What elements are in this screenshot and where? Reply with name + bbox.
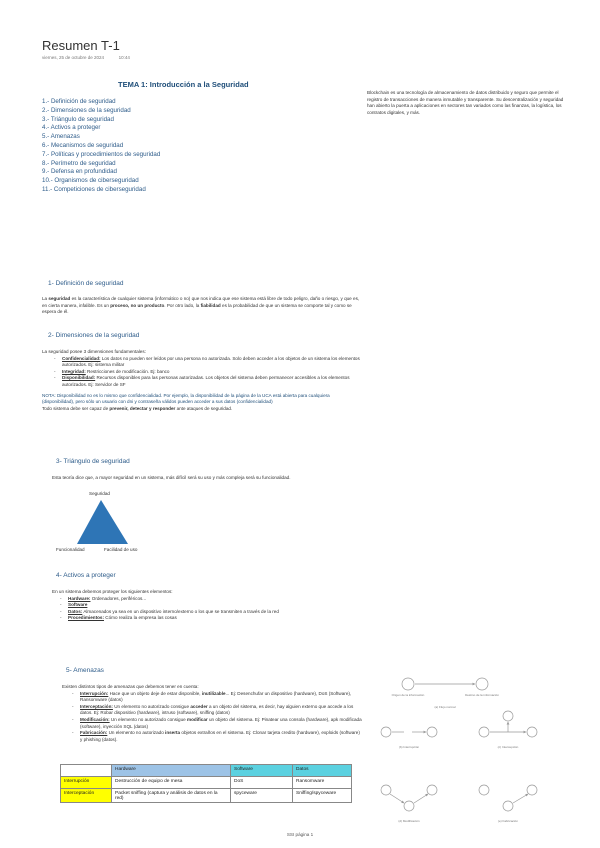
table-row: [61, 777, 352, 789]
toc-item[interactable]: 7.- Políticas y procedimientos de seguridad: [42, 150, 161, 158]
security-triangle: [76, 499, 136, 545]
threats-table: [60, 764, 352, 803]
section-3-text: Esta teoría dice que, a mayor seguridad en un sistema, más difícil será su uso y más compleja será su funcionalidad.: [52, 475, 291, 480]
table-header: Datos: [293, 765, 352, 777]
triangle-top-label: Seguridad: [89, 491, 110, 496]
toc-item[interactable]: 8.- Perímetro de seguridad: [42, 159, 116, 167]
toc-item[interactable]: 1.- Definición de seguridad: [42, 98, 116, 105]
table-row: [61, 789, 352, 803]
normal-flow-diagram: [392, 678, 500, 709]
list-item: - Datos: Almacenados ya sea en un dispositivo interno/externo o los que se transmiten a través de la red: [68, 609, 312, 616]
section-2-body: [42, 349, 362, 412]
section-5-intro: Existen distintos tipos de amenazas que debemos tener en cuenta:: [62, 684, 199, 689]
list-item: - Procedimientos: Cómo realiza la empresa las cosas: [68, 615, 312, 622]
list-item: - Modificación: Un elemento no autorizado consigue modificar un objeto del sistema. Ej: Pinatear una consola (hardware), apk modificada (software), inyección SQL (datos): [80, 717, 362, 730]
section-5-body: [62, 684, 362, 743]
list-item: - Interceptación: Un elemento no autorizado consigue acceder a un objeto del sistema, es decir, hay alguien externo que accede a los datos. Ej: Robar dispositivo (hardware), intruso (software), sniffing (datos): [80, 704, 362, 717]
table-of-contents: [42, 98, 160, 195]
interruption-diagram: [381, 727, 437, 749]
triangle-left-label: Funcionalidad: [56, 547, 85, 552]
section-3-heading: 3- Triángulo de seguridad: [56, 458, 130, 465]
toc-item[interactable]: 9.- Defensa en profundidad: [42, 168, 117, 176]
page-date: viernes, 25 de octubre de 2024: [42, 55, 105, 60]
toc-item[interactable]: 3.- Triángulo de seguridad: [42, 115, 114, 123]
section-2-intro: La seguridad posee 3 dimensiones fundamentales:: [42, 349, 146, 354]
section-1-text: La seguridad es la característica de cualquier sistema (informático o no) que nos indica que ese sistema está libre de todo peligro, daño o riesgo, y que es, en cierta manera, infalible. Es un proceso, no un producto. Por otro lado, la fiabilidad es la probabilidad de que un sistema se comporte tal y como se espera de él.: [42, 296, 360, 315]
table-cell: DoS: [231, 777, 293, 789]
origin-label: Origen de la información: [391, 693, 425, 697]
interception-diagram: [479, 711, 537, 749]
page-time: 10:44: [118, 55, 130, 60]
table-cell: Packet sniffing (captura y análisis de datos en la red): [112, 789, 231, 803]
fabrication-diagram: [479, 785, 537, 823]
section-4-heading: 4- Activos a proteger: [56, 572, 116, 579]
toc-item[interactable]: 5.- Amenazas: [42, 133, 80, 141]
list-item: - Disponibilidad: Recursos disponibles para las personas autorizadas. Los objetos del sistema deben permanecer accesibles a los elementos autorizados. Ej: Servidor de SF: [62, 375, 362, 388]
table-cell: Ransomware: [293, 777, 352, 789]
threat-flow-diagram: [372, 672, 572, 830]
security-triangle-shape: [77, 500, 128, 544]
destination-label: Destino de la información: [465, 693, 499, 697]
modification-label: (d) Modificación: [398, 819, 420, 823]
section-4-body: [52, 589, 312, 622]
section-2-closing: Todo sistema debe ser capaz de prevenir, detectar y responder ante ataques de seguridad.: [42, 405, 233, 411]
table-header: Software: [231, 765, 293, 777]
section-2-heading: 2- Dimensiones de la seguridad: [48, 332, 140, 339]
toc-item[interactable]: 2.- Dimensiones de la seguridad: [42, 106, 131, 114]
interruption-label: (b) Interrupción: [398, 745, 420, 749]
table-row-label: Interrupción: [61, 777, 112, 789]
threats-list: [62, 691, 362, 744]
table-cell: spyceware: [231, 789, 293, 803]
section-1-heading: 1- Definición de seguridad: [48, 280, 124, 287]
nota-text: NOTA: Disponibilidad no es lo mismo que confidencialidad. Por ejemplo, la disponibilidad de la página de la UCA está abierta para cualquiera (disponibilidad), pero sólo un usuario con dni y contraseña válidos pueden acceder a sus datos (confidencialidad): [42, 392, 330, 405]
assets-list: [52, 596, 312, 622]
table-cell: Sniffing/spyceware: [293, 789, 352, 803]
toc-item[interactable]: 10.- Organismos de ciberseguridad: [42, 177, 139, 185]
toc-item[interactable]: 11.- Competiciones de ciberseguridad: [42, 185, 146, 193]
table-header: Hardware: [112, 765, 231, 777]
table-cell: Destrucción de equipo de mesa: [112, 777, 231, 789]
interception-label: (c) Intercepción: [497, 745, 519, 749]
list-item: - Interrupción: Hace que un objeto deje de estar disponible, inutilizable... Ej: Desenchufar un dispositivo (hardware), DoS (Software), Ransomware (datos): [80, 691, 362, 704]
page-footer: SSI página 1: [286, 832, 314, 837]
page-meta: [42, 55, 130, 60]
list-item: - Integridad: Restricciones de modificación. Ej: banco: [62, 369, 362, 376]
table-row: [61, 765, 352, 777]
tema-title: TEMA 1: Introducción a la Seguridad: [118, 80, 249, 89]
list-item: - Hardware: Ordenadores, periféricos...: [68, 596, 312, 603]
table-cell: [61, 765, 112, 777]
triangle-right-label: Facilidad de uso: [104, 547, 138, 552]
section-5-heading: 5- Amenazas: [66, 667, 104, 674]
toc-item[interactable]: 4.- Activos a proteger: [42, 124, 101, 132]
fabrication-label: (e) Fabricación: [497, 819, 519, 823]
side-note: Blockchain es una tecnología de almacenamiento de datos distribuido y seguro que permite el registro de transacciones de manera inmutable y transparente. Su descentralización y seguridad han abierto la puerta a aplicaciones en sectores tan variados como las finanzas, la logística, los contratos digitales, y más.: [367, 90, 564, 115]
table-row-label: Interceptación: [61, 789, 112, 803]
dimensions-list: [42, 356, 362, 389]
modification-diagram: [381, 785, 437, 823]
list-item: - Confidencialidad: Los datos no pueden ser leídos por una persona no autorizada. Solo deben acceder a los objetos de un sistema los elementos autorizados. Ej: sistema militar: [62, 356, 362, 369]
normal-flow-label: (a) Flujo normal: [434, 705, 456, 709]
list-item: - Fabricación: Un elemento no autorizado inserta objetos extraños en el sistema. Ej: Clonar tarjeta credito (hardware), exploids (software) y phishing (datos).: [80, 730, 362, 743]
section-4-intro: En un sistema debemos proteger los siguientes elementos:: [52, 589, 173, 594]
page-title: Resumen T-1: [42, 38, 120, 53]
list-item: - Software: [68, 602, 312, 609]
toc-item[interactable]: 6.- Mecanismos de seguridad: [42, 141, 124, 149]
